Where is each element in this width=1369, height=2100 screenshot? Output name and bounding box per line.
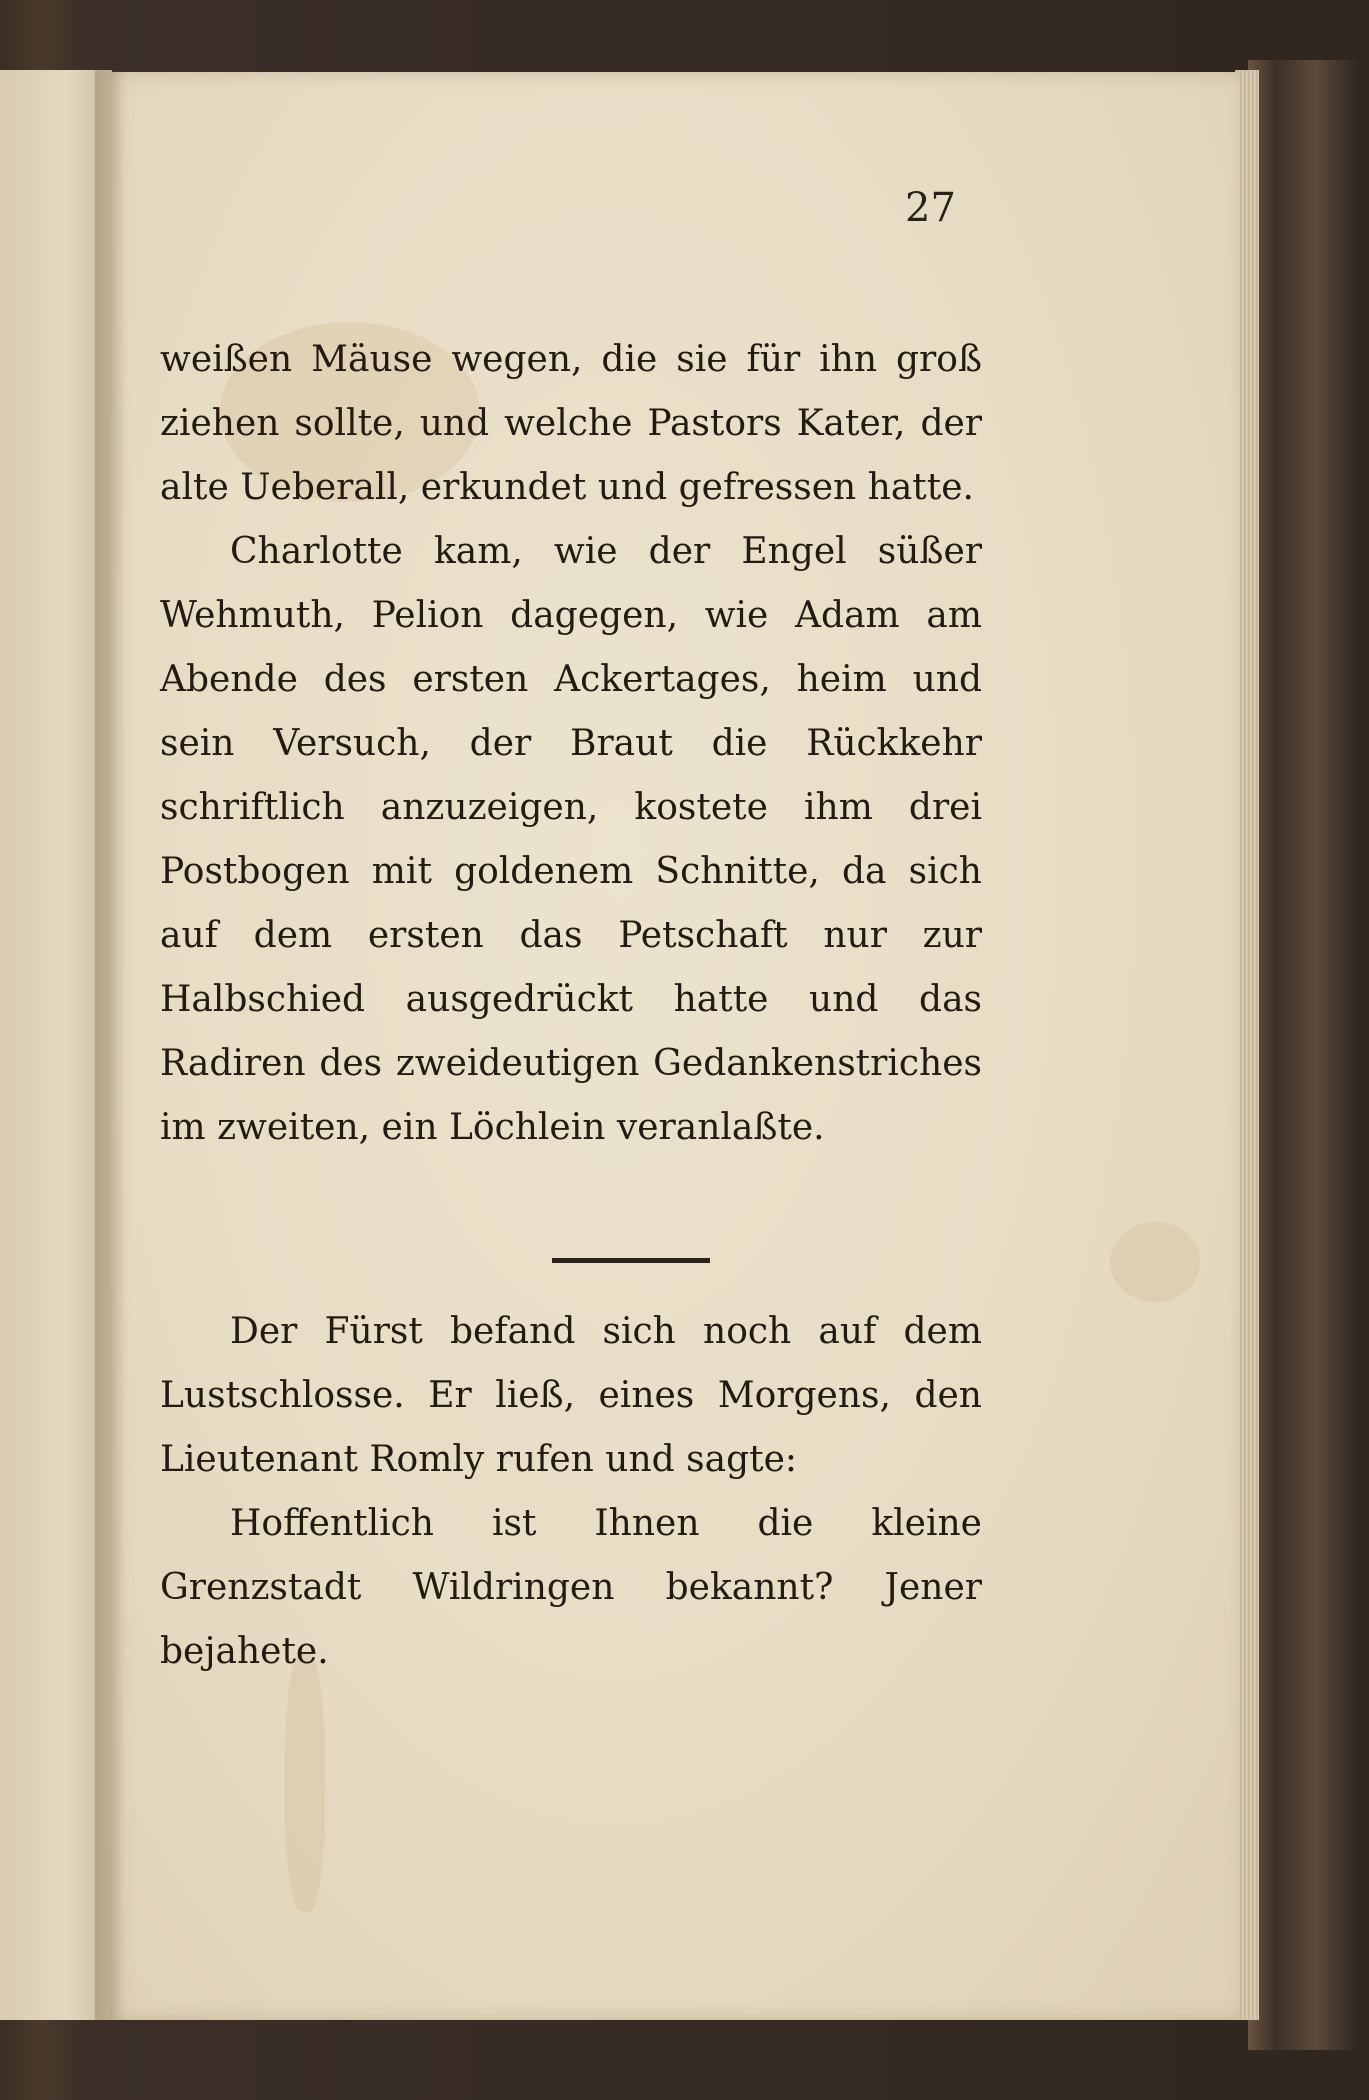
- paragraph: Charlotte kam, wie der Engel süßer Wehmuth, Pelion dagegen, wie Adam am Abende des ersten Ackertages, heim und sein Versuch, der Braut die Rückkehr schriftlich anzuzeigen, kostete ihm drei Postbogen mit goldenem Schnitte, da sich auf dem ersten das Petschaft nur zur Halbschied ausgedrückt hatte und das Radiren des zweideutigen Gedankenstriches im zweiten, ein Löchlein veranlaßte.: [160, 531, 982, 1148]
- text-block-lower: [160, 1300, 982, 1684]
- page-number: 27: [905, 185, 956, 231]
- section-separator: [552, 1258, 710, 1263]
- text-block-upper: [160, 328, 982, 1160]
- paper-stain: [285, 1652, 325, 1912]
- paragraph: Hoffentlich ist Ihnen die kleine Grenzstadt Wildringen bekannt? Jener bejahete.: [160, 1503, 982, 1672]
- paper-stain: [1110, 1222, 1200, 1302]
- page-gutter: [95, 70, 125, 2020]
- paragraph: weißen Mäuse wegen, die sie für ihn groß ziehen sollte, und welche Pastors Kater, der alte Ueberall, erkundet und gefressen hatte.: [160, 339, 982, 508]
- paragraph: Der Fürst befand sich noch auf dem Lustschlosse. Er ließ, eines Morgens, den Lieutenant Romly rufen und sagte:: [160, 1311, 982, 1480]
- book-cover-edge: [1248, 60, 1360, 2050]
